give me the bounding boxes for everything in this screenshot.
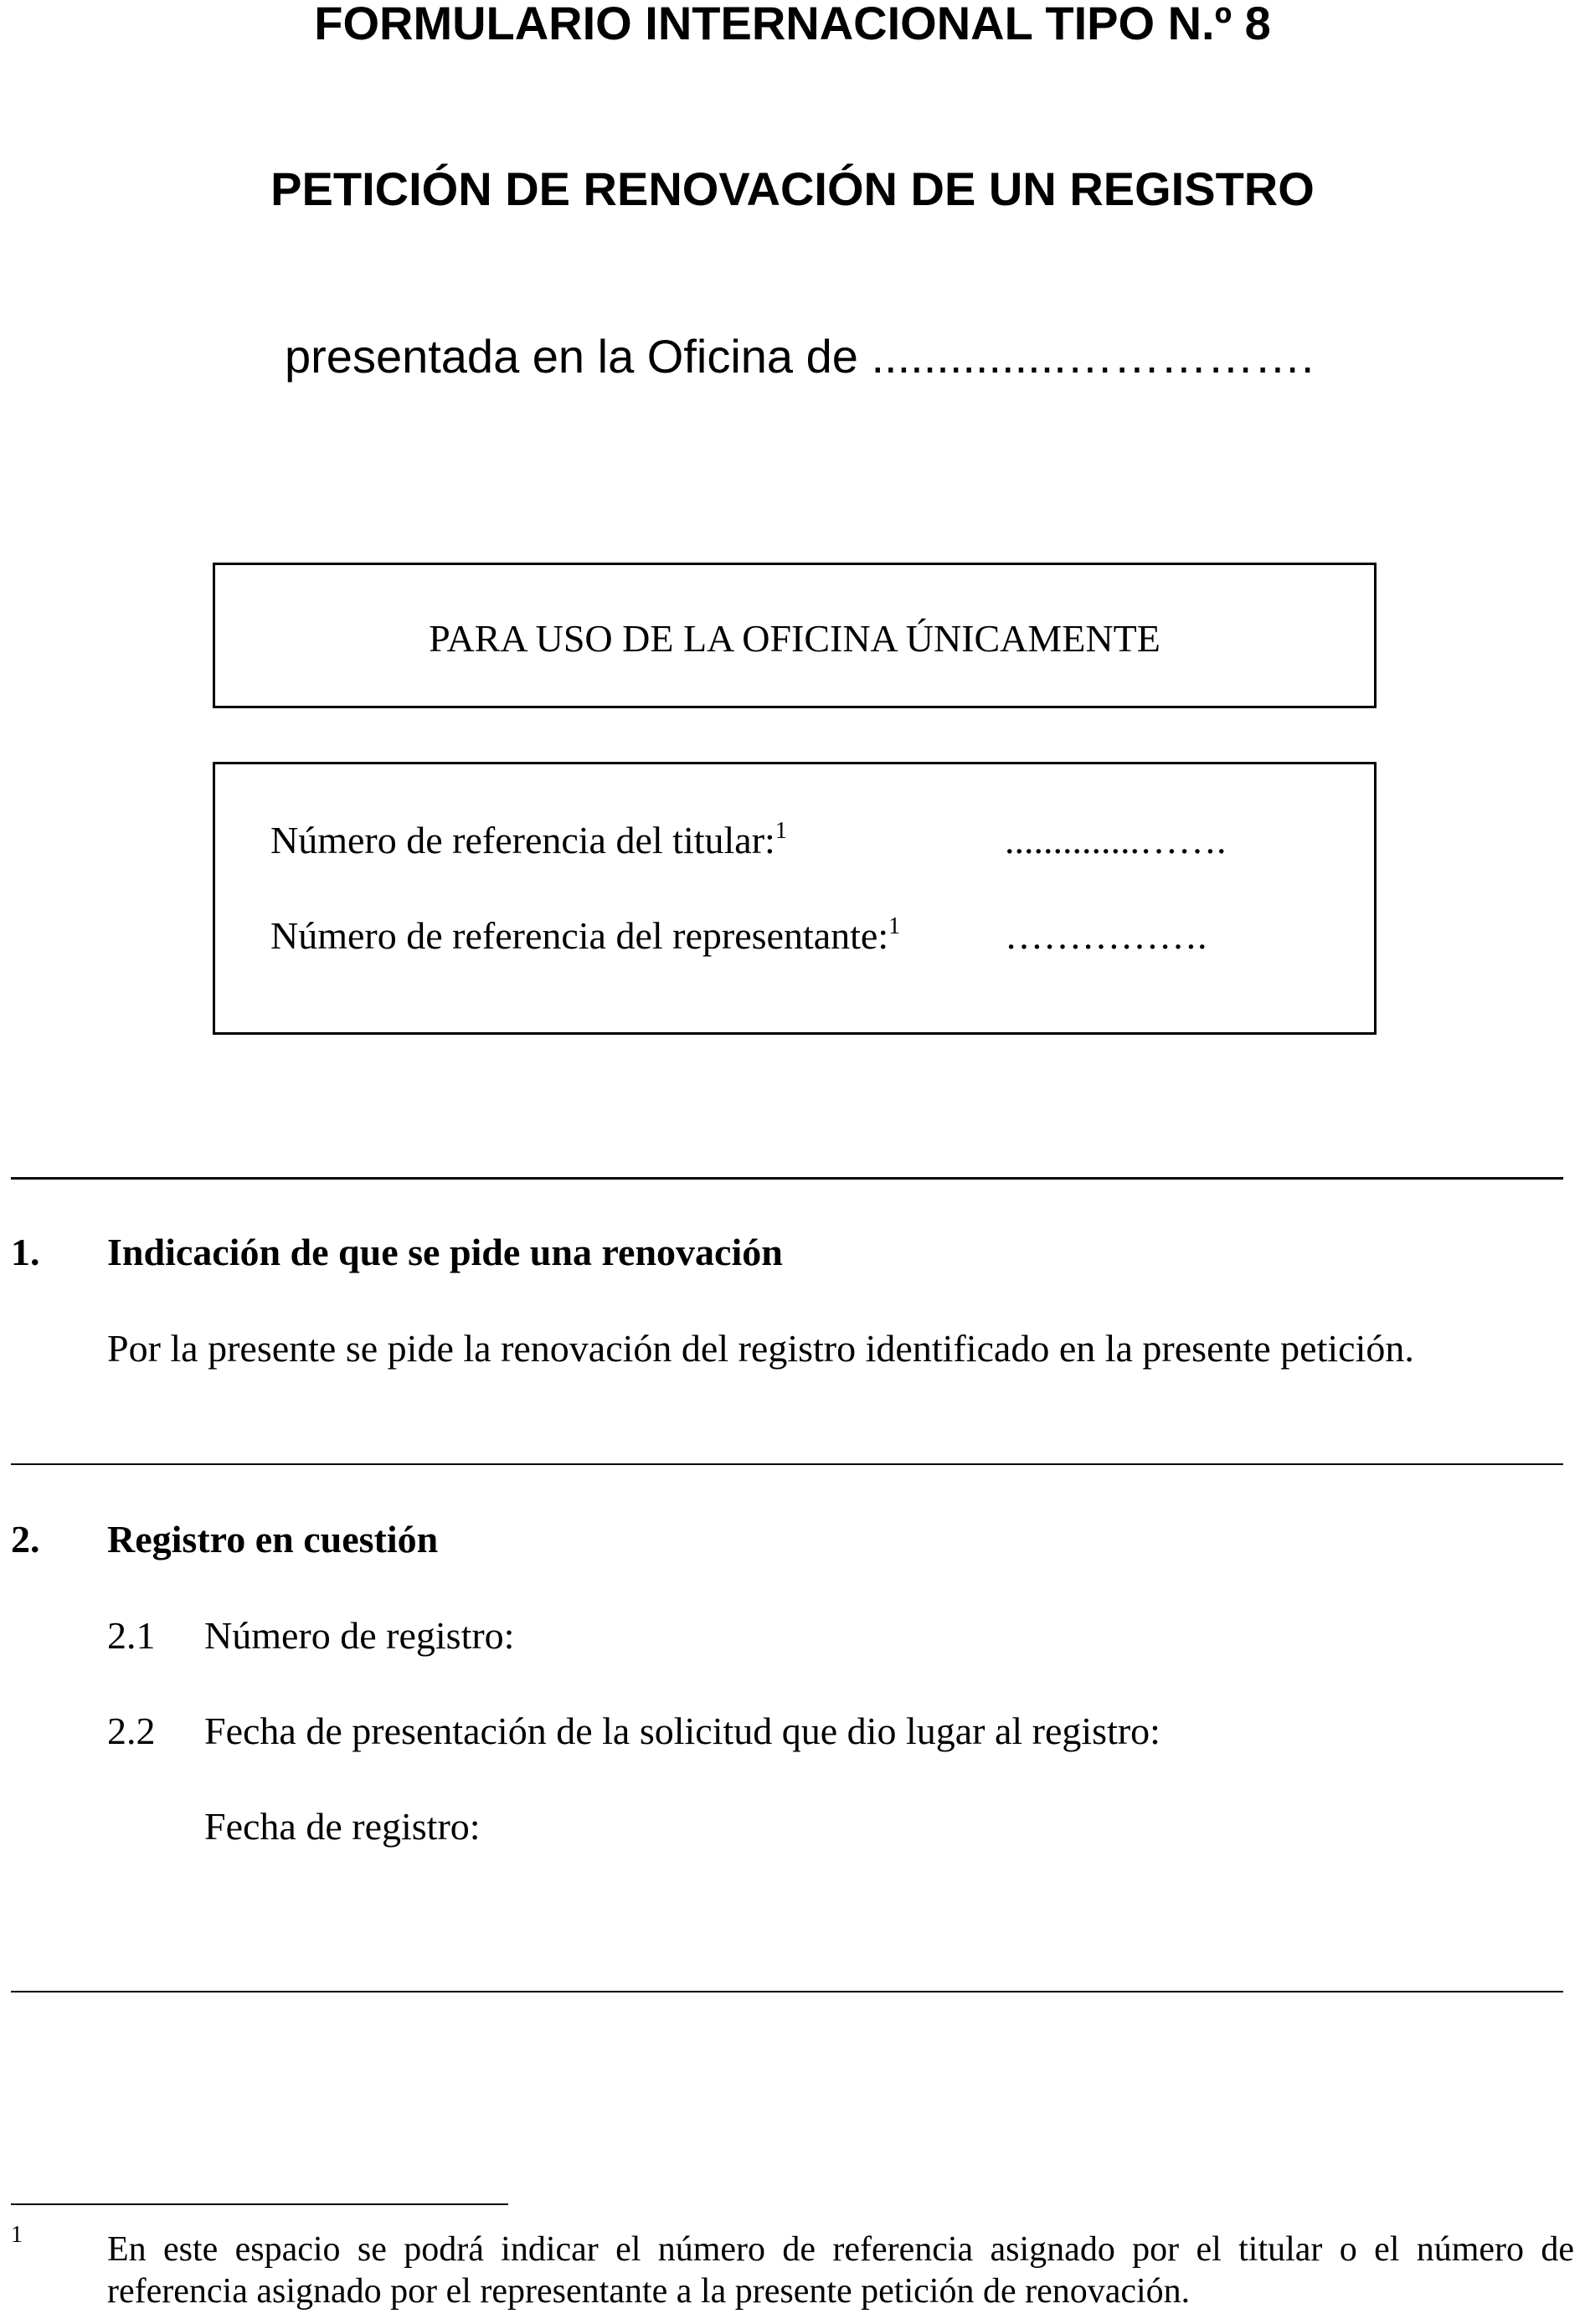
form-subtitle: PETICIÓN DE RENOVACIÓN DE UN REGISTRO: [270, 162, 1315, 215]
footnote-mark: 1: [11, 2222, 23, 2248]
holder-reference-value: ..............…….: [1005, 819, 1227, 861]
item-2-2-label: Fecha de presentación de la solicitud que dio lugar al registro:: [204, 1710, 1160, 1752]
section-1-title: Indicación de que se pide una renovación: [107, 1231, 783, 1273]
holder-footnote-mark: 1: [774, 818, 787, 844]
item-2-2-number: 2.2: [107, 1710, 156, 1752]
holder-reference-label: Número de referencia del titular:$^1$: [270, 818, 787, 861]
registration-date-label: Fecha de registro:: [204, 1805, 481, 1848]
reference-numbers-box: [213, 762, 1377, 1035]
representative-reference-value: …………….: [1005, 914, 1207, 957]
representative-footnote-mark: 1: [888, 913, 901, 939]
office-use-label: PARA USO DE LA OFICINA ÚNICAMENTE: [429, 617, 1160, 660]
item-2-1-number: 2.1: [107, 1614, 156, 1657]
section-2-title: Registro en cuestión: [107, 1518, 439, 1560]
item-2-1-label: Número de registro:: [204, 1614, 515, 1657]
section-2-number: 2.: [11, 1518, 40, 1560]
presented-at-line: presentada en la Oficina de ...............…………….: [285, 330, 1315, 383]
section-1-number: 1.: [11, 1231, 40, 1273]
footnote-separator: [11, 2203, 508, 2205]
footnote-text: En este espacio se podrá indicar el número de referencia asignado por el titular o el número de referencia asignado por el representante a la presente petición de renovación.: [107, 2230, 1574, 2311]
section-1-text: Por la presente se pide la renovación del registro identificado en la presente petición.: [107, 1327, 1414, 1370]
representative-reference-label: Número de referencia del representante:$^1$: [270, 913, 901, 957]
form-title: FORMULARIO INTERNACIONAL TIPO N.º 8: [314, 0, 1271, 49]
section-divider: [11, 1991, 1563, 1992]
section-divider: [11, 1177, 1563, 1180]
section-divider: [11, 1463, 1563, 1465]
